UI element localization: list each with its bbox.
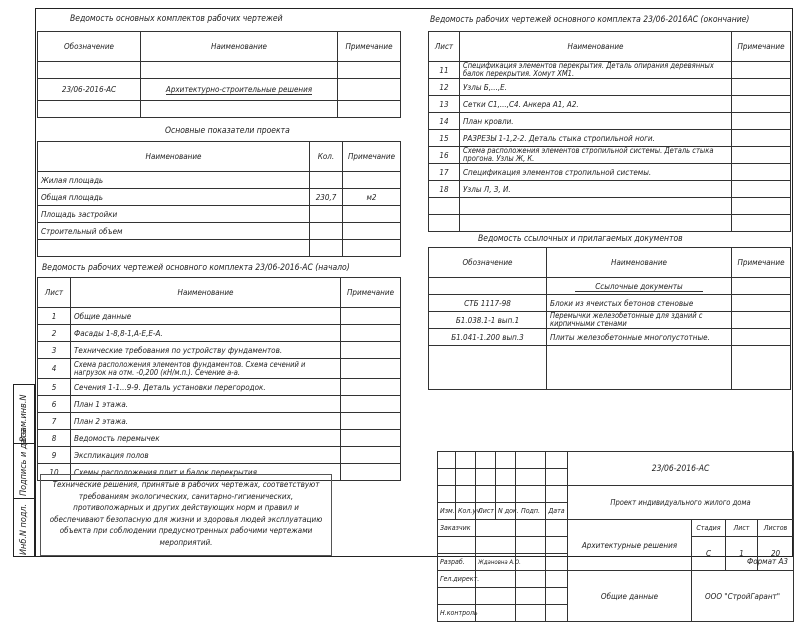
table-row: 13 Сетки С1,...,С4. Анкера А1, А2.	[429, 96, 791, 113]
header-cell: Обозначение	[429, 248, 547, 278]
stamp-sheets: 20	[758, 537, 794, 571]
table-row: 6 План 1 этажа.	[38, 396, 401, 413]
header-cell: Наименование	[71, 278, 341, 308]
header-cell: Примечание	[341, 278, 401, 308]
stamp-project: Проект индивидуального жилого дома	[568, 486, 794, 520]
table-row: Строительный объем	[38, 223, 401, 240]
stamp-code: 23/06-2016-АС	[568, 452, 794, 486]
stamp-org: ООО "СтройГарант"	[692, 571, 794, 622]
table-row: 1 Общие данные	[38, 308, 401, 325]
table-row: Площадь застройки	[38, 206, 401, 223]
stamp-sheet: 1	[726, 537, 758, 571]
cell	[338, 79, 401, 101]
cell: Архитектурно-строительные решения	[141, 79, 338, 101]
main-sets-table	[37, 31, 401, 118]
inv-label: Инб.N подл.	[19, 503, 29, 555]
vzam-label: Взам.инв.N	[19, 394, 29, 442]
table-row: 8 Ведомость перемычек	[38, 430, 401, 447]
title-block: 23/06-2016-АС Проект индивидуального жилого дома Изм. Кол.уч. Лист N док. Подп. Дата Заказчик Архитектурные решения Стадия Лист Листов С 1 20 Разраб. Ждановна А.О. Гел.директ. Общие данные ООО "СтройГарант" Н.контроль	[437, 451, 794, 622]
header-cell: Примечание	[732, 248, 791, 278]
indicators-table	[37, 141, 401, 257]
table-row: 4 Схема расположения элементов фундаментов. Схема сечений и нагрузок на отм. -0,200 (кН/м.п.). Сечение а-а.	[38, 359, 401, 379]
table-row: Общая площадь 230,7 м2	[38, 189, 401, 206]
header-cell: Лист	[429, 32, 460, 62]
table-row: 3 Технические требования по устройству фундаментов.	[38, 342, 401, 359]
compliance-note: Технические решения, принятые в рабочих чертежах, соответствуют требованиям экологических, санитарно-гигиенических, противопожарных и других действующих норм и правил и обеспечивают безопасную для жизни и здоровья людей эксплуатацию объекта при соблюдении предусмотренных рабочими чертежами мероприятий.	[40, 474, 332, 556]
side-stamp	[13, 384, 35, 557]
header-cell: Наименование	[547, 248, 732, 278]
sheets-start-table	[37, 277, 401, 481]
table-row: 10 Схемы расположения плит и балок перекрытия.	[38, 464, 401, 481]
main-sets-title: Ведомость основных комплектов рабочих чертежей	[70, 14, 283, 24]
table-row: 9 Экспликация полов	[38, 447, 401, 464]
table-row: 2 Фасады 1-8,8-1,А-Е,Е-А.	[38, 325, 401, 342]
header-cell: Наименование	[460, 32, 732, 62]
sheets-end-table	[428, 31, 791, 232]
header-cell: Примечание	[338, 32, 401, 62]
table-row: Б1.038.1-1 вып.1 Перемычки железобетонные для зданий с кирпичными стенами	[429, 312, 791, 329]
sheets-end-title: Ведомость рабочих чертежей основного комплекта 23/06-2016АС (окончание)	[430, 15, 750, 25]
table-row: 16 Схема расположения элементов стропильной системы. Деталь стыка прогона. Узлы Ж, К.	[429, 147, 791, 164]
indicators-title: Основные показатели проекта	[165, 126, 290, 136]
header-cell: Лист	[38, 278, 71, 308]
stamp-sheet-title: Общие данные	[568, 571, 692, 622]
table-row: Жилая площадь	[38, 172, 401, 189]
header-cell: Примечание	[732, 32, 791, 62]
header-cell: Наименование	[141, 32, 338, 62]
references-table	[428, 247, 791, 390]
references-section: Ссылочные документы	[575, 282, 702, 292]
stamp-stage: С	[692, 537, 726, 571]
table-row: 17 Спецификация элементов стропильной системы.	[429, 164, 791, 181]
table-row: 5 Сечения 1-1...9-9. Деталь установки перегородок.	[38, 379, 401, 396]
format-label: Формат А3	[747, 557, 788, 566]
table-row	[38, 79, 401, 101]
cell: 23/06-2016-АС	[38, 79, 141, 101]
table-row: 12 Узлы Б,...,Е.	[429, 79, 791, 96]
table-row: 18 Узлы Л, З, И.	[429, 181, 791, 198]
sheets-start-title: Ведомость рабочих чертежей основного комплекта 23/06-2016-АС (начало)	[42, 263, 350, 273]
header-cell: Кол.	[310, 142, 343, 172]
stamp-section: Архитектурные решения	[568, 520, 692, 571]
references-title: Ведомость ссылочных и прилагаемых документов	[478, 234, 683, 244]
sign-date-label: Подпись и дата	[19, 428, 29, 496]
header-cell: Обозначение	[38, 32, 141, 62]
header-cell: Наименование	[38, 142, 310, 172]
table-row: 11 Спецификация элементов перекрытия. Деталь опирания деревянных балок перекрытия. Хомут ХМ1.	[429, 62, 791, 79]
table-row: СТБ 1117-98 Блоки из ячеистых бетонов стеновые	[429, 295, 791, 312]
table-row: 7 План 2 этажа.	[38, 413, 401, 430]
header-cell: Примечание	[343, 142, 401, 172]
table-row: 15 РАЗРЕЗЫ 1-1,2-2. Деталь стыка стропильной ноги.	[429, 130, 791, 147]
table-row: 14 План кровли.	[429, 113, 791, 130]
table-row: Б1.041-1.200 вып.3 Плиты железобетонные многопустотные.	[429, 329, 791, 346]
